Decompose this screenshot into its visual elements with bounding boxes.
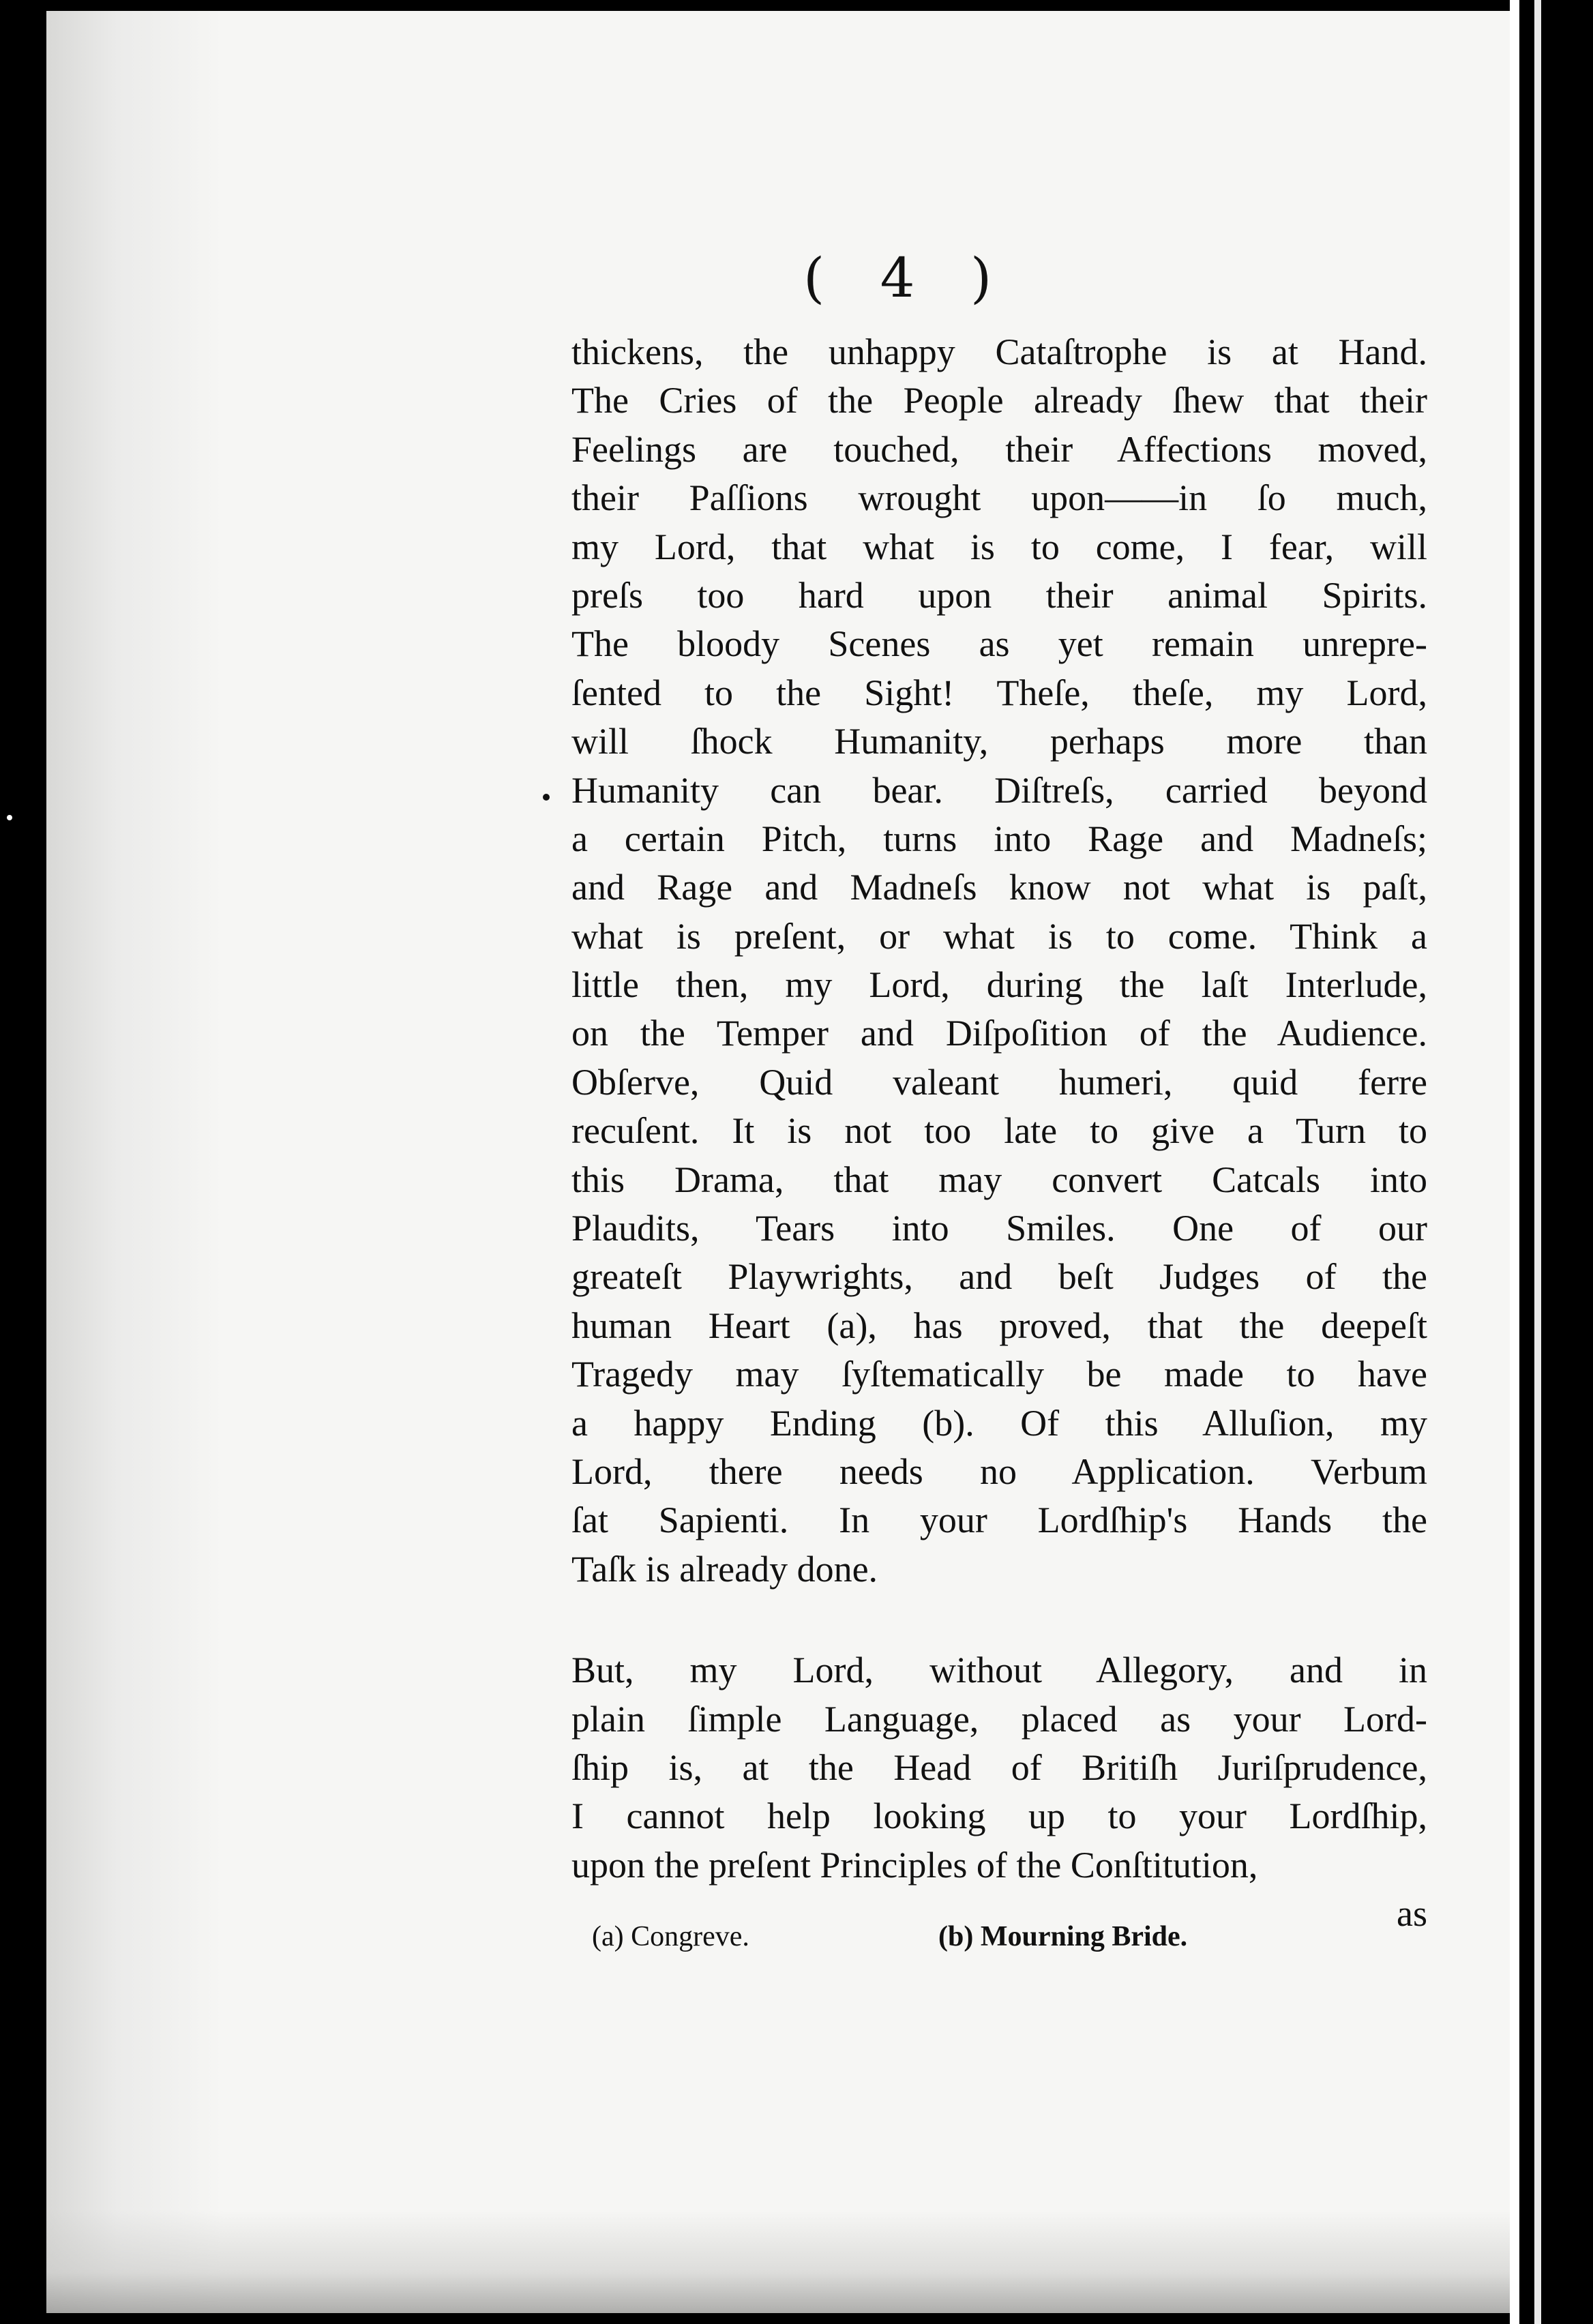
footnote-a: (a) Congreve. bbox=[592, 1921, 749, 1952]
next-page-edge bbox=[1510, 0, 1519, 2324]
text-line: Obſerve, Quid valeant humeri, quid ferre bbox=[571, 1061, 1427, 1103]
text-line: my Lord, that what is to come, I fear, will bbox=[571, 526, 1427, 567]
text-line: human Heart (a), has proved, that the deepeſt bbox=[571, 1305, 1427, 1346]
text-line: preſs too hard upon their animal Spirits. bbox=[571, 574, 1427, 616]
text-line: plain ſimple Language, placed as your Lord- bbox=[571, 1698, 1427, 1740]
text-line: The Cries of the People already ſhew that their bbox=[571, 380, 1427, 421]
paragraph-2 bbox=[571, 1646, 1427, 1890]
book-page bbox=[46, 11, 1510, 2313]
text-line: little then, my Lord, during the laſt Interlude, bbox=[571, 964, 1427, 1006]
text-line: and Rage and Madneſs know not what is paſt, bbox=[571, 867, 1427, 908]
catchword: as bbox=[1397, 1893, 1427, 1935]
text-line: greateſt Playwrights, and beſt Judges of the bbox=[571, 1256, 1427, 1298]
page-number: ( 4 ) bbox=[803, 246, 1011, 310]
text-line: a certain Pitch, turns into Rage and Madneſs; bbox=[571, 818, 1427, 859]
text-line: their Paſſions wrought upon——in ſo much, bbox=[571, 477, 1427, 519]
page-gutter-shadow bbox=[46, 11, 224, 2313]
text-line: Humanity can bear. Diſtreſs, carried beyond bbox=[571, 769, 1427, 811]
text-line: recuſent. It is not too late to give a Turn to bbox=[571, 1110, 1427, 1152]
margin-mark bbox=[543, 794, 550, 801]
text-line: what is preſent, or what is to come. Think a bbox=[571, 915, 1427, 957]
text-line: Taſk is already done. bbox=[571, 1548, 878, 1590]
scan-speck bbox=[7, 815, 12, 820]
text-line: ſhip is, at the Head of Britiſh Juriſprudence, bbox=[571, 1746, 1427, 1788]
text-line: upon the preſent Principles of the Conſtitution, bbox=[571, 1844, 1258, 1886]
page-bottom-wear bbox=[46, 2211, 1510, 2313]
text-line: this Drama, that may convert Catcals into bbox=[571, 1159, 1427, 1200]
text-line: But, my Lord, without Allegory, and in bbox=[571, 1650, 1427, 1691]
body-text bbox=[571, 328, 1427, 1939]
text-line: ſat Sapienti. In your Lordſhip's Hands the bbox=[571, 1500, 1427, 1541]
text-line: I cannot help looking up to your Lordſhip, bbox=[571, 1796, 1427, 1837]
text-line: Tragedy may ſyſtematically be made to have bbox=[571, 1354, 1427, 1395]
text-line: a happy Ending (b). Of this Alluſion, my bbox=[571, 1402, 1427, 1444]
next-page-edge-shadow bbox=[1534, 0, 1541, 2324]
footnote-b: (b) Mourning Bride. bbox=[938, 1921, 1188, 1952]
text-line: Feelings are touched, their Affections moved, bbox=[571, 428, 1427, 470]
text-line: will ſhock Humanity, perhaps more than bbox=[571, 721, 1427, 762]
paragraph-gap bbox=[571, 1594, 1427, 1646]
text-line: thickens, the unhappy Cataſtrophe is at Hand. bbox=[571, 331, 1427, 372]
text-line: The bloody Scenes as yet remain unrepre- bbox=[571, 623, 1427, 665]
text-line: on the Temper and Diſpoſition of the Audience. bbox=[571, 1013, 1427, 1054]
text-line: Plaudits, Tears into Smiles. One of our bbox=[571, 1208, 1427, 1249]
text-line: ſented to the Sight! Theſe, theſe, my Lord, bbox=[571, 672, 1427, 713]
paragraph-1 bbox=[571, 328, 1427, 1594]
text-line: Lord, there needs no Application. Verbum bbox=[571, 1450, 1427, 1492]
